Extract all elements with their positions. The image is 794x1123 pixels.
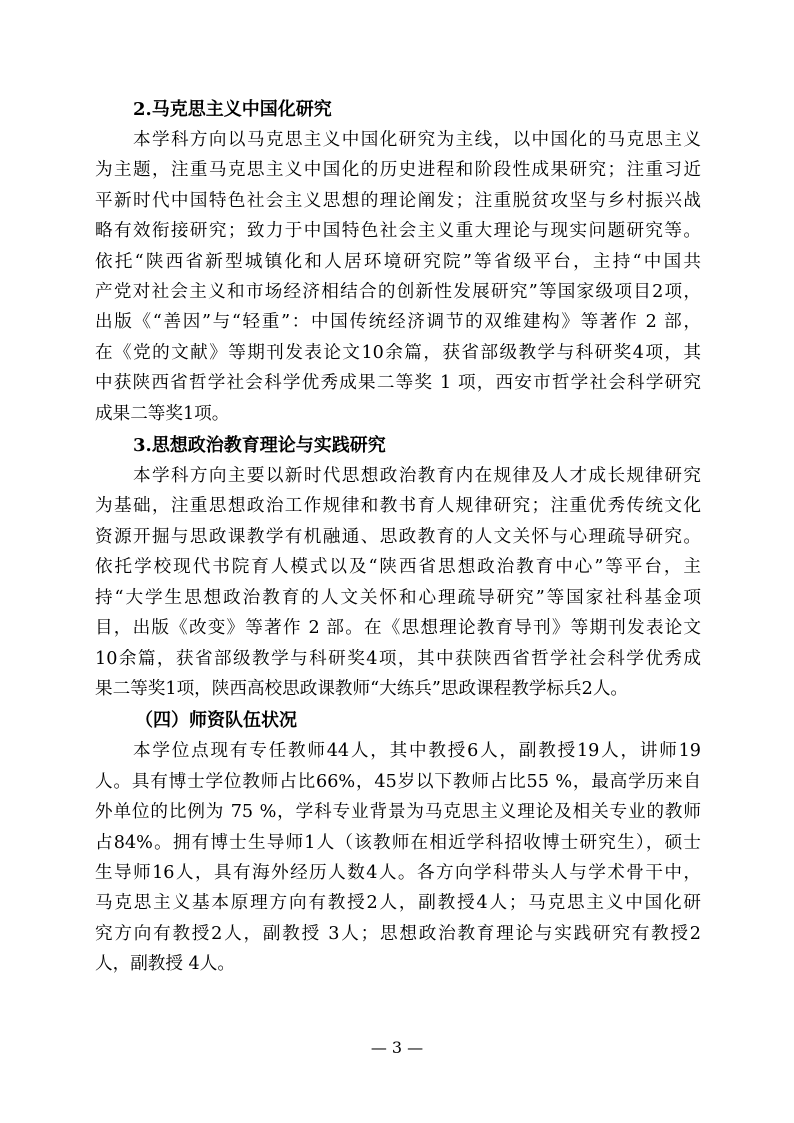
text-line: 本学科方向主要以新时代思想政治教育内在规律及人才成长规律研究 — [133, 466, 701, 487]
text-line: 占84%。拥有博士生导师1人（该教师在相近学科招收博士研究生），硕士 — [95, 832, 701, 853]
text-line: 中获陕西省哲学社会科学优秀成果二等奖 1 项，西安市哲学社会科学研究 — [95, 373, 701, 394]
text-line: 10余篇，获省部级教学与科研奖4项，其中获陕西省哲学社会科学优秀成 — [95, 648, 701, 669]
text-line: 持“大学生思想政治教育的人文关怀和心理疏导研究”等国家社科基金项 — [95, 587, 701, 608]
text-line: 人，副教授 4人。 — [95, 954, 235, 975]
text-line: 马克思主义基本原理方向有教授2人，副教授4人；马克思主义中国化研 — [95, 893, 701, 914]
text-line: 生导师16人，具有海外经历人数4人。各方向学科带头人与学术骨干中， — [95, 862, 701, 883]
text-line: 为基础，注重思想政治工作规律和教书育人规律研究；注重优秀传统文化 — [95, 496, 701, 517]
text-line: 平新时代中国特色社会主义思想的理论阐发；注重脱贫攻坚与乡村振兴战 — [95, 190, 701, 211]
text-line: 依托“陕西省新型城镇化和人居环境研究院”等省级平台，主持“中国共 — [95, 251, 701, 272]
section-marxism-sinicization — [95, 94, 701, 429]
text-line: 成果二等奖1项。 — [95, 403, 230, 424]
text-line: 资源开掘与思政课教学有机融通、思政教育的人文关怀与心理疏导研究。 — [95, 526, 701, 547]
paragraph — [95, 736, 701, 979]
section-heading: （四）师资队伍状况 — [135, 710, 297, 732]
text-line: 外单位的比例为 75 %，学科专业背景为马克思主义理论及相关专业的教师 — [95, 802, 701, 823]
section-heading: 3.思想政治教育理论与实践研究 — [133, 435, 386, 457]
text-line: 出版《“善因”与“轻重”：中国传统经济调节的双维建构》等著作 2 部， — [95, 312, 701, 333]
paragraph — [95, 461, 701, 704]
text-line: 本学科方向以马克思主义中国化研究为主线，以中国化的马克思主义 — [133, 130, 701, 150]
page-content — [95, 94, 701, 981]
text-line: 目，出版《改变》等著作 2 部。在《思想理论教育导刊》等期刊发表论文 — [95, 618, 701, 639]
section-ideological-education — [95, 430, 701, 704]
text-line: 本学位点现有专任教师44人，其中教授6人，副教授19人，讲师19 — [133, 741, 701, 762]
paragraph — [95, 125, 701, 429]
text-line: 产党对社会主义和市场经济相结合的创新性发展研究”等国家级项目2项， — [95, 282, 701, 303]
text-line: 依托学校现代书院育人模式以及“陕西省思想政治教育中心”等平台，主 — [95, 557, 701, 578]
section-faculty-status — [95, 705, 701, 979]
text-line: 略有效衔接研究；致力于中国特色社会主义重大理论与现实问题研究等。 — [95, 221, 701, 242]
text-line: 人。具有博士学位教师占比66%，45岁以下教师占比55 %，最高学历来自 — [95, 771, 701, 792]
section-heading: 2.马克思主义中国化研究 — [133, 99, 332, 120]
text-line: 果二等奖1项，陕西高校思政课教师“大练兵”思政课程教学标兵2人。 — [95, 678, 629, 699]
text-line: 在《党的文献》等期刊发表论文10余篇，获省部级教学与科研奖4项，其 — [95, 342, 701, 363]
text-line: 为主题，注重马克思主义中国化的历史进程和阶段性成果研究；注重习近 — [95, 160, 701, 181]
page-number: — 3 — — [370, 1038, 424, 1057]
text-line: 究方向有教授2人，副教授 3人；思想政治教育理论与实践研究有教授2 — [95, 923, 701, 944]
